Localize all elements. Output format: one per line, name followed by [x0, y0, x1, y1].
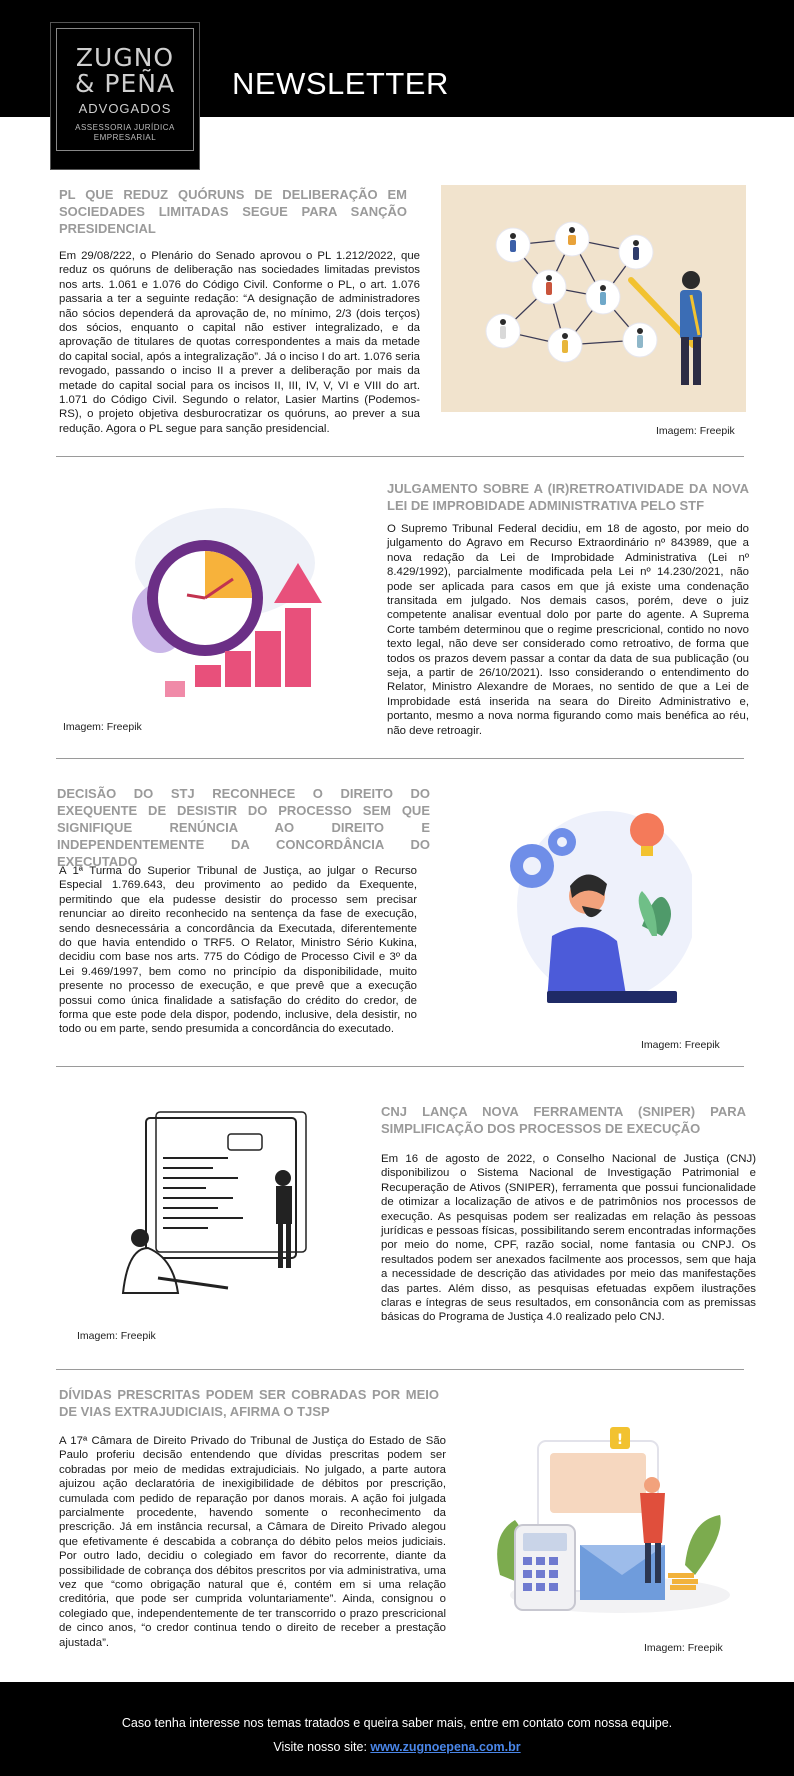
clock-growth-illustration [125, 503, 325, 703]
network-people-illustration [441, 185, 746, 412]
svg-text:!: ! [616, 1432, 624, 1448]
debt-phone-calculator-illustration [490, 1425, 730, 1615]
footer-site-line [0, 1740, 794, 1754]
divider-1 [56, 456, 744, 457]
logo-tagline1: ASSESSORIA JURÍDICA [75, 123, 175, 132]
divider-2 [56, 758, 744, 759]
footer-site-prefix: Visite nosso site: [273, 1740, 371, 1754]
article-3-body: A 1ª Turma do Superior Tribunal de Justiça, ao julgar o Recurso Especial 1.769.643, deu provimento ao pedido da Exequente, permitindo que ela pudesse desistir do processo sem precisar renunciar ao direito reconhecido na sentença da fase de execução, sendo desnecessária a concordância da Executada, diferentemente do que havia entendido o TRF5. O Relator, Ministro Sério Kukina, decidiu com base nos arts. 775 do Código de Processo Civil e 3º da Lei 9.469/1997, bem como no princípio da disponibilidade, muito presente no processo de execução, e que prevê que a execução possui como única finalidade a satisfação do crédito do credor, de forma que este pode dela dispor, podendo, inclusive, dela desistir, no todo ou em parte, sendo presumida a concordância do executado. [59, 865, 417, 1036]
article-4-body: Em 16 de agosto de 2022, o Conselho Nacional de Justiça (CNJ) disponibilizou o Sistema Nacional de Investigação Patrimonial e Recuperação de Ativos (SNIPER), ferramenta que possui funcionalidade de otimizar a localização de ativos e de patrimônios nos processos de execução. As pesquisas podem ser realizadas em relação às pessoas jurídicas e pessoas físicas, possibilitando serem encontradas informações por meio do nome, CPF, razão social, nome fantasia ou CNPJ. Os resultados podem ser anexados facilmente aos processos, sem que haja a necessidade de descrição das atividades por meio das manifestações das partes. Além disso, as pesquisas efetuadas expõem ilustrações claras e íntegras de seus resultados, em consonância com as premissas básicas do Programa de Justiça 4.0 realizado pelo CNJ. [381, 1153, 756, 1324]
article-5-title: DÍVIDAS PRESCRITAS PODEM SER COBRADAS POR MEIO DE VIAS EXTRAJUDICIAIS, AFIRMA O TJSP [59, 1387, 439, 1419]
divider-3 [56, 1066, 744, 1067]
website-link[interactable]: www.zugnoepena.com.br [370, 1740, 521, 1754]
article-2-caption: Imagem: Freepik [63, 721, 142, 733]
article-1-body: Em 29/08/222, o Plenário do Senado aprovou o PL 1.212/2022, que reduz os quóruns de deliberação nas sociedades limitadas previstos nos arts. 1.061 e 1.076 do Código Civil. Conforme o PL, o art. 1.076 passaria a ter a seguinte redação: “A designação de administradores não sócios dependerá da aprovação de, no mínimo, 2/3 (dois terços) dos sócios, enquanto o capital não estiver integralizado, e da aprovação de titulares de quotas correspondentes a mais da metade do capital social, após a integralização”. Já o inciso I do art. 1.076 seria revogado, passando o inciso II a prever a deliberação por mais da metade do capital social para os incisos II, III, IV, V, VI e VIII do art. 1.071 do Código Civil. Segundo o relator, Lasier Martins (Podemos-RS), o projeto objetiva desburocratizar os quóruns, ao prever a sua redução. Agora o PL segue para sanção presidencial. [59, 250, 420, 435]
developer-screen-illustration [118, 1108, 308, 1296]
article-2-title: JULGAMENTO SOBRE A (IR)RETROATIVIDADE DA NOVA LEI DE IMPROBIDADE ADMINISTRATIVA PELO STF [387, 481, 749, 513]
article-5-body: A 17ª Câmara de Direito Privado do Tribunal de Justiça do Estado de São Paulo proferiu decisão entendendo que dívidas prescritas podem ser cobradas por meio de medidas extrajudiciais. No julgado, a parte autora ajuizou ação declaratória de inexigibilidade de débitos por prescrição, cumulada com pedido de reparação por danos morais. A ação foi julgada parcialmente procedente, havendo somente o reconhecimento da prescrição. Já em instância recursal, a Câmara de Direito Privado alegou que efetivamente é descabida a cobrança do débito pelos meios judiciais. Por outro lado, decidiu o colegiado em favor do recorrente, diante da possibilidade de cobrança dos débitos prescritos por via administrativa, uma vez que “como obrigação natural que é, contém em si uma relação creditória, que pode ser cumprida voluntariamente”. Ainda, consignou o colegiado que, independentemente de ter transcorrido o prazo prescricional de cinco anos, “o credor continua tendo o direito de receber a prestação ajustada”. [59, 1435, 446, 1649]
article-5-caption: Imagem: Freepik [644, 1642, 723, 1654]
footer-bar [0, 1682, 794, 1776]
article-1-caption: Imagem: Freepik [656, 425, 735, 437]
logo-advogados: ADVOGADOS [78, 101, 172, 116]
logo-name-line2: & PEÑA [74, 69, 176, 98]
footer-contact-text: Caso tenha interesse nos temas tratados e queira saber mais, entre em contato com nossa equipe. [121, 1716, 673, 1730]
article-3-title: DECISÃO DO STJ RECONHECE O DIREITO DO EXEQUENTE DE DESISTIR DO PROCESSO SEM QUE SIGNIFIQUE RENÚNCIA AO DIREITO E INDEPENDENTEMENTE DA CONCORDÂNCIA DO EXECUTADO [57, 786, 430, 869]
thinking-man-illustration [492, 806, 692, 1006]
article-2-body: O Supremo Tribunal Federal decidiu, em 18 de agosto, por meio do julgamento do Agravo em Recurso Extraordinário nº 843989, que a nova redação da Lei de Improbidade Administrativa (Lei nº 8.429/1992), parcialmente modificada pela Lei nº 14.230/2021, não pode ser aplicada para casos em que já existe uma condenação transitada em julgado. Nos demais casos, porém, deve o juiz competente analisar eventual dolo por parte do agente. A Suprema Corte também determinou que o regime prescricional, contido no novo texto legal, não deve ser considerado como retroativo, de forma que todos os prazos devem passar a contar da data de sua publicação (ou seja, a partir de 26/10/2021). Isso considerando o entendimento do Relator, Ministro Alexandre de Moraes, no sentido de que a Lei de Improbidade está inserida na seara do Direito Administrativo e, portanto, mesmo a nova norma figurando como mais benéfica ao réu, não deve retroagir. [387, 523, 749, 737]
newsletter-title: NEWSLETTER [232, 66, 449, 101]
article-4-caption: Imagem: Freepik [77, 1330, 156, 1342]
article-3-caption: Imagem: Freepik [641, 1039, 720, 1051]
company-logo [50, 22, 200, 170]
article-1-title: PL QUE REDUZ QUÓRUNS DE DELIBERAÇÃO EM SOCIEDADES LIMITADAS SEGUE PARA SANÇÃO PRESIDENCIAL [59, 187, 407, 236]
logo-tagline2: EMPRESARIAL [93, 133, 157, 142]
logo-name-line1: ZUGNO [75, 43, 175, 72]
divider-4 [56, 1369, 744, 1370]
article-4-title: CNJ LANÇA NOVA FERRAMENTA (SNIPER) PARA SIMPLIFICAÇÃO DOS PROCESSOS DE EXECUÇÃO [381, 1104, 746, 1136]
